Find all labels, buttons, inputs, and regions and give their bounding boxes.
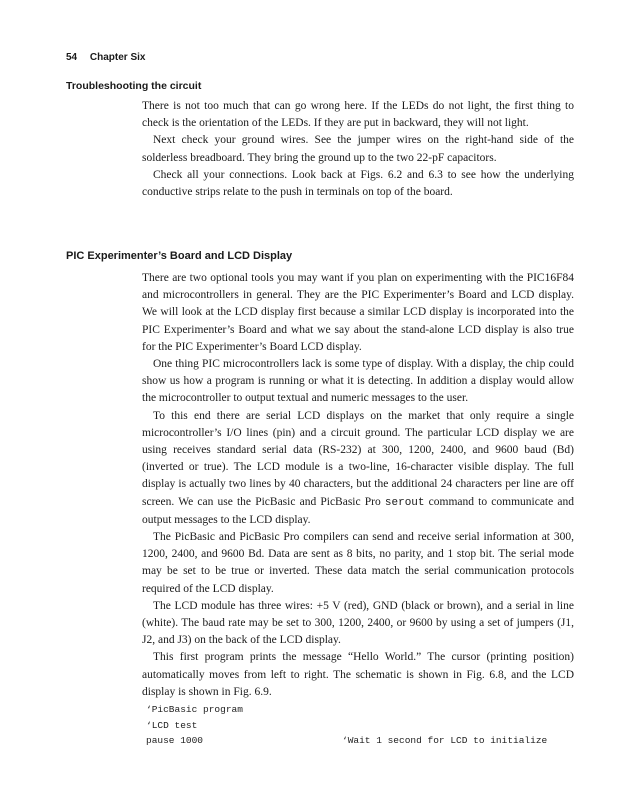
paragraph: Next check your ground wires. See the jumper wires on the right-hand side of the solderless breadboard. They bring the ground up to the two 22-pF capacitors. <box>142 134 574 164</box>
serout-command: serout <box>384 496 425 509</box>
troubleshooting-body <box>142 98 574 201</box>
page-number: 54 <box>66 52 78 63</box>
paragraph: The LCD module has three wires: +5 V (red), GND (black or brown), and a serial in line (white). The baud rate may be set to 300, 1200, 2400, or 9600 by using a set of jumpers (J1, J2, and J3) on the back of the LCD display. <box>142 599 574 647</box>
code-line <box>146 733 576 749</box>
code-comment: ‘Wait 1 second for LCD to initialize <box>342 735 548 746</box>
paragraph-text: command to communicate and output messages to the LCD display. <box>142 495 574 526</box>
paragraph: Check all your connections. Look back at Figs. 6.2 and 6.3 to see how the underlying conductive strips relate to the push in terminals on top of the board. <box>142 168 574 199</box>
code-line: ‘LCD test <box>146 719 198 731</box>
paragraph-serial-lcd <box>142 408 574 529</box>
paragraph: There are two optional tools you may want if you plan on experimenting with the PIC16F84 and microcontrollers in general. They are the PIC Experimenter’s Board and LCD display. We will look at the LCD display first because a similar LCD display is incorporated into the PIC Experimenter’s Board and what we say about the stand-alone LCD display is also true for the PIC Experimenter’s Board LCD display. <box>142 272 574 353</box>
section-heading-troubleshooting: Troubleshooting the circuit <box>66 80 202 92</box>
paragraph: This first program prints the message “Hello World.” The cursor (printing position) automatically moves from left to right. The schematic is shown in Fig. 6.8, and the LCD display is shown in Fig. 6.9. <box>142 651 574 698</box>
pic-board-body <box>142 270 574 701</box>
paragraph: The PicBasic and PicBasic Pro compilers can send and receive serial information at 300, 1200, 2400, and 9600 Bd. Data are sent as 8 bits, no parity, and 1 stop bit. The serial mode may be set to be true or inverted. These data match the serial communication protocols required of the LCD display. <box>142 531 574 595</box>
code-statement: pause 1000 <box>146 735 204 746</box>
paragraph-text: To this end there are serial LCD displays on the market that only require a single microcontroller’s I/O lines (pin) and a circuit ground. The particular LCD display we are using receives standard serial data (RS-232) at 300, 1200, 2400, and 9600 baud (Bd) (inverted or true). The LCD module is a two-line, 16-character visible display. The full display is actually two lines by 40 characters, but the additional 24 characters per line are off screen. We can use the PicBasic and PicBasic Pro <box>142 409 574 508</box>
code-listing <box>146 702 576 749</box>
chapter-title: Chapter Six <box>89 52 146 63</box>
code-line: ‘PicBasic program <box>146 704 243 715</box>
running-header <box>66 52 145 63</box>
paragraph: There is not too much that can go wrong here. If the LEDs do not light, the first thing to check is the orientation of the LEDs. If they are put in backward, they will not light. <box>142 100 574 130</box>
section-heading-pic-board: PIC Experimenter’s Board and LCD Display <box>66 250 293 262</box>
paragraph: One thing PIC microcontrollers lack is some type of display. With a display, the chip could show us how a program is running or what it is detecting. In addition a display would allow the microcontroller to output textual and numeric messages to the user. <box>142 358 574 405</box>
